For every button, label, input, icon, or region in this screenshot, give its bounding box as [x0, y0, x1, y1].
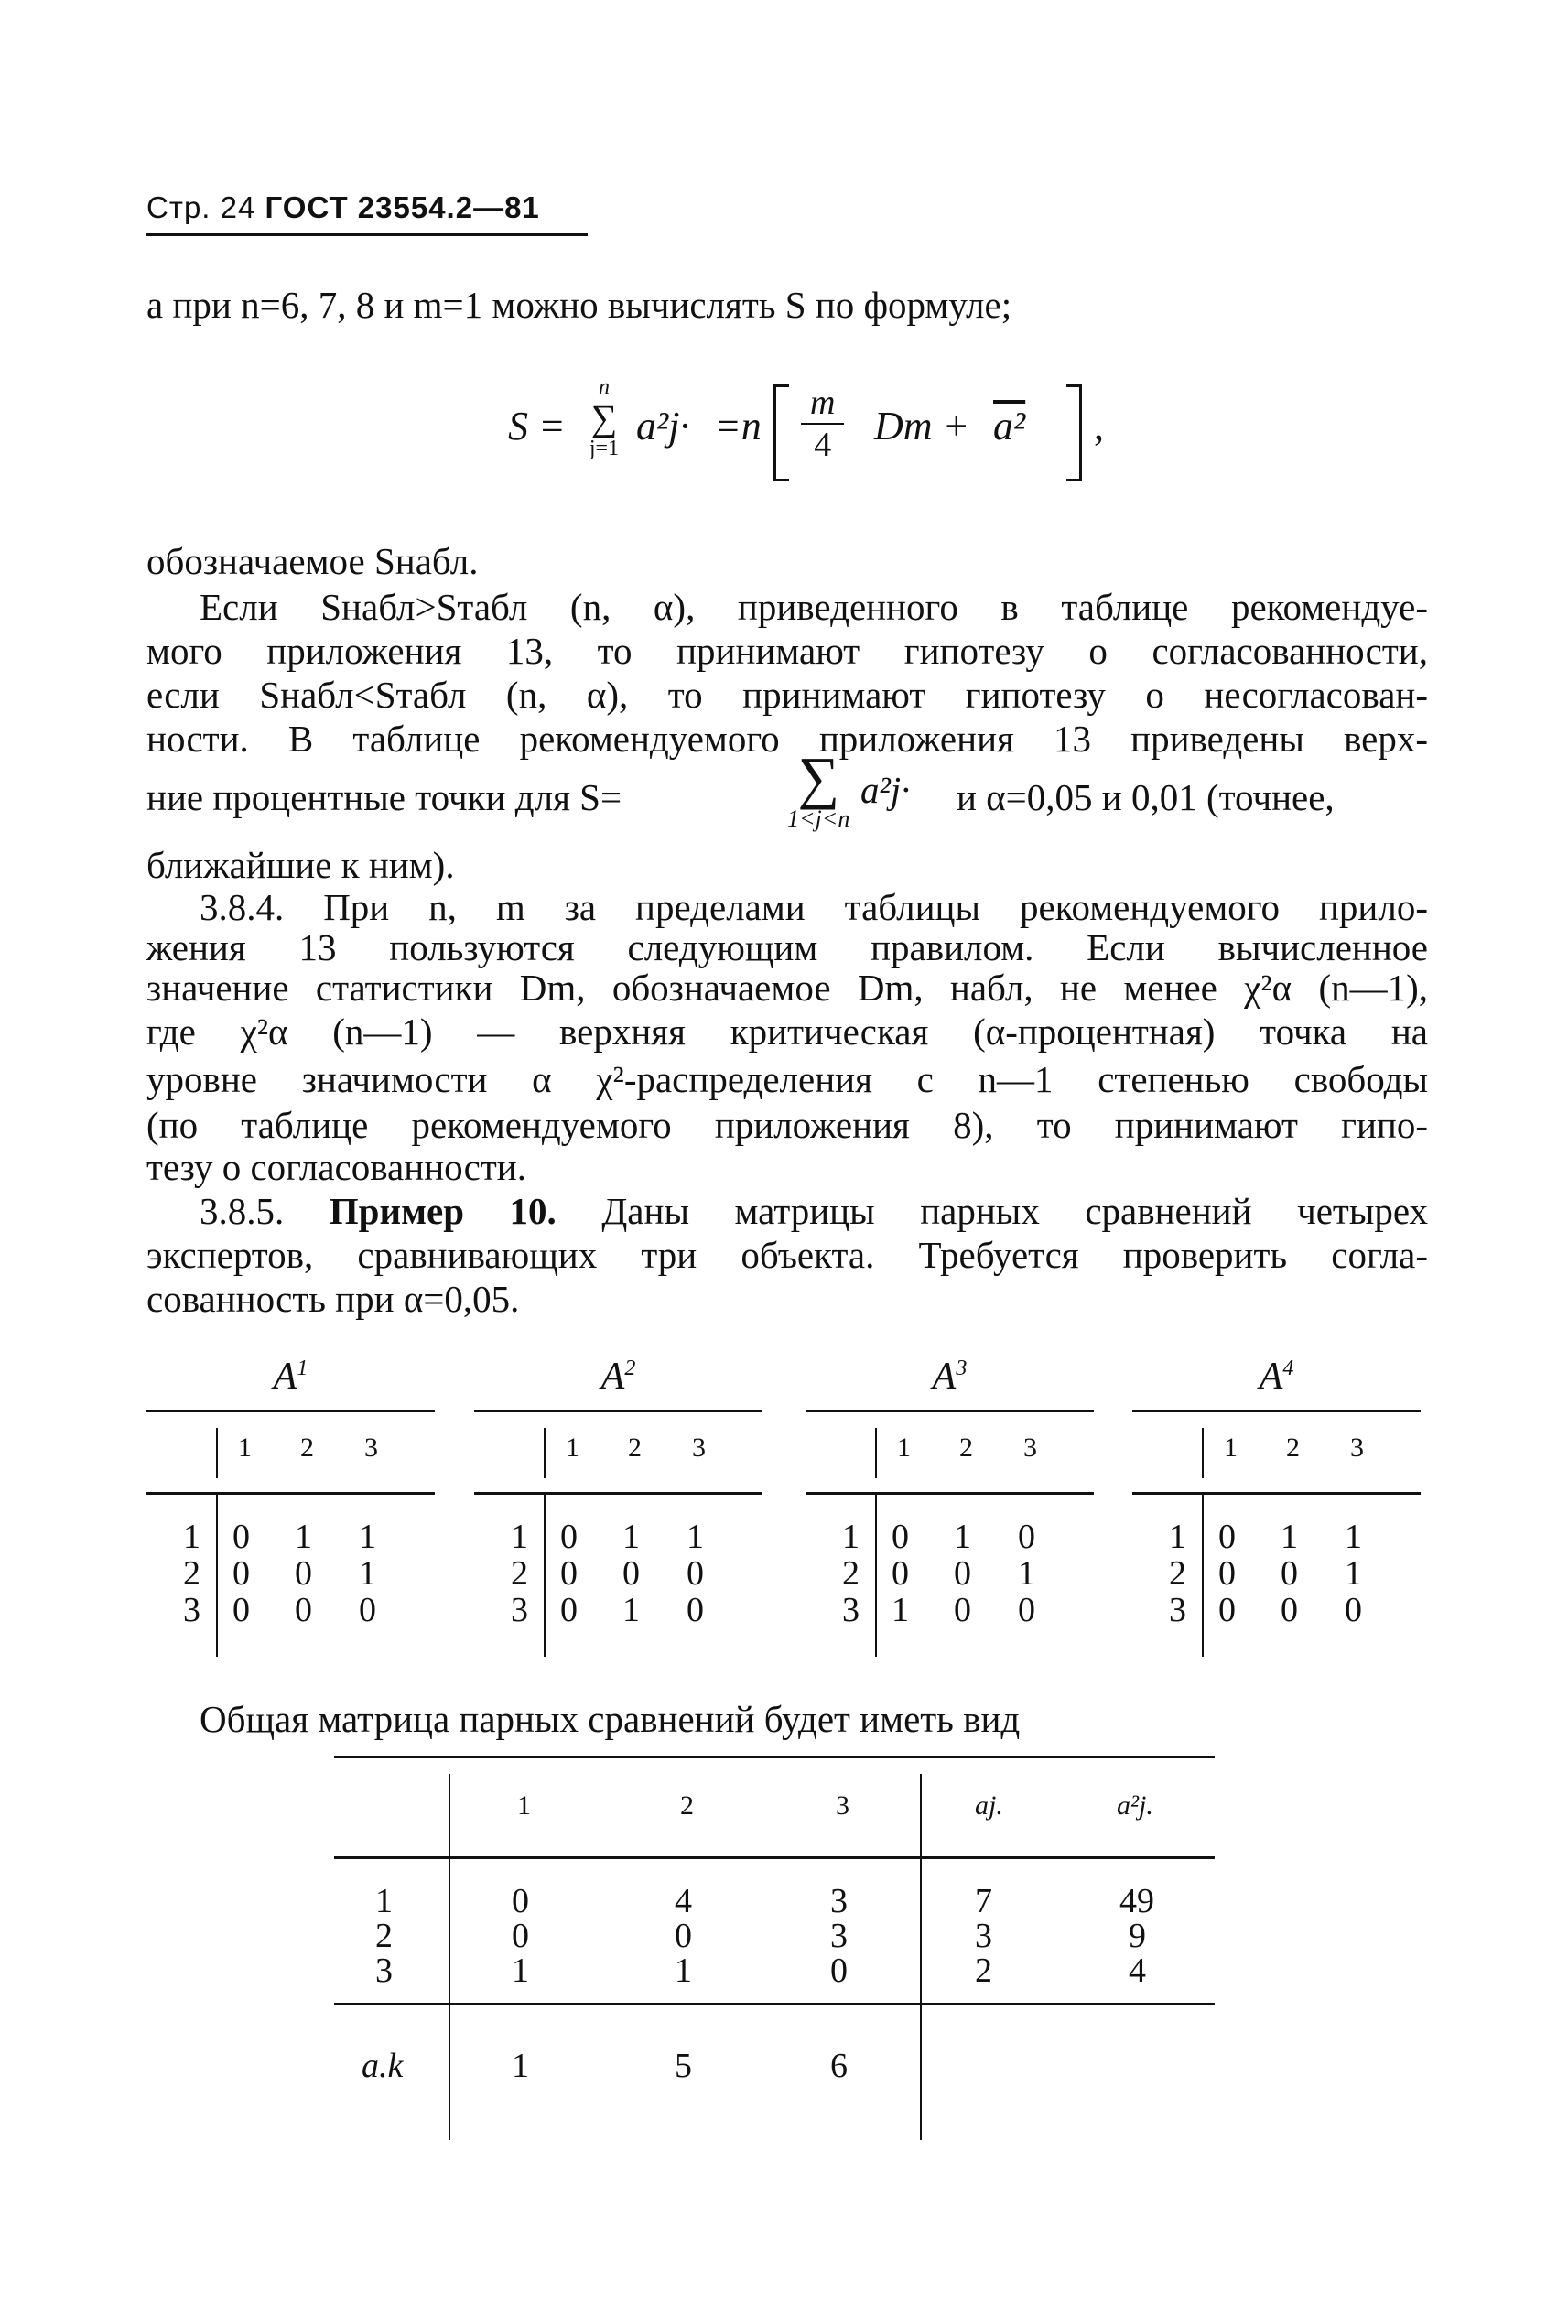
matrix-col-header: 2: [628, 1432, 642, 1463]
matrix-cell: 0: [232, 1518, 250, 1556]
matrix-row-label: 1: [183, 1518, 200, 1556]
general-total-cell: 1: [512, 2047, 529, 2085]
matrix-cell: 0: [295, 1591, 312, 1629]
general-cell: 3: [830, 1917, 848, 1955]
matrix-header-rule: [1132, 1492, 1421, 1495]
example-label: Пример 10.: [329, 1190, 557, 1232]
matrix-cell: 0: [1218, 1591, 1236, 1629]
paragraph-hypothesis-l5a: ние процентные точки для S=: [146, 776, 622, 818]
general-aj-header: aj.: [975, 1790, 1003, 1821]
matrix-cell: 0: [1218, 1554, 1236, 1593]
matrix-cell: 1: [1281, 1518, 1298, 1556]
general-totals-label: a.k: [362, 2047, 404, 2085]
matrix-cell: 0: [892, 1518, 909, 1556]
matrix-row-label: 2: [183, 1554, 200, 1593]
matrix-cell: 0: [295, 1554, 312, 1593]
matrix-row-label: 3: [842, 1591, 860, 1629]
matrix-cell: 0: [1281, 1554, 1298, 1593]
section-384-l7: тезу о согласованности.: [146, 1146, 526, 1188]
matrix-body-divider: [216, 1492, 218, 1657]
matrix-cell: 0: [622, 1554, 640, 1593]
matrix-cell: 1: [622, 1518, 640, 1556]
general-row-label: 2: [375, 1917, 393, 1955]
general-col-header: 2: [680, 1790, 694, 1821]
matrix-col-header: 3: [364, 1432, 378, 1463]
general-a2j-value: 9: [1129, 1917, 1146, 1955]
matrix-header-divider: [544, 1428, 546, 1478]
section-384-l3: значение статистики Dm, обозначаемое Dm, набл, не менее χ²α (n—1),: [146, 967, 1428, 1009]
general-cell: 0: [512, 1917, 529, 1955]
matrix-col-header: 1: [238, 1432, 252, 1463]
general-aj-value: 7: [975, 1882, 992, 1920]
left-bracket: [773, 384, 789, 481]
matrix-cell: 1: [687, 1518, 704, 1556]
sum-symbol: ∑: [590, 397, 618, 438]
matrix-header-rule: [806, 1492, 1094, 1495]
matrix-title: $A^4$: [1259, 1356, 1294, 1398]
matrix-col-header: 1: [897, 1432, 911, 1463]
general-a2j-header: a²j.: [1117, 1790, 1153, 1821]
section-385-l3: сованность при α=0,05.: [146, 1278, 520, 1320]
general-cell: 0: [512, 1882, 529, 1920]
matrix-title-superscript: 4: [1282, 1357, 1294, 1380]
formula-abar: a²: [993, 404, 1026, 449]
inline-sum: ∑ 1<j<n: [787, 745, 850, 832]
formula-eq: =n: [714, 404, 762, 449]
general-aj-value: 3: [975, 1917, 992, 1955]
general-cell: 4: [675, 1882, 692, 1920]
matrix-cell: 0: [892, 1554, 909, 1593]
matrix-cell: 1: [954, 1518, 971, 1556]
paragraph-intro: а при n=6, 7, 8 и m=1 можно вычислять S по формуле;: [146, 284, 1012, 326]
matrix-title-superscript: 1: [297, 1357, 308, 1380]
matrix-cell: 1: [622, 1591, 640, 1629]
matrix-col-header: 3: [1350, 1432, 1364, 1463]
matrix-cell: 1: [1345, 1518, 1362, 1556]
expert-matrix-a3: [806, 1355, 1094, 1657]
general-total-cell: 6: [830, 2047, 848, 2085]
general-row-label: 1: [375, 1882, 393, 1920]
paragraph-hypothesis-l4: ности. В таблице рекомендуемого приложения 13 приведены верх-: [146, 718, 1428, 760]
matrix-cell: 0: [560, 1591, 578, 1629]
matrix-header-rule: [146, 1492, 435, 1495]
formula-term: a²j·: [636, 404, 690, 449]
matrix-cell: 1: [359, 1518, 376, 1556]
general-total-cell: 5: [675, 2047, 692, 2085]
section-384-l2: жения 13 пользуются следующим правилом. Если вычисленное: [146, 926, 1428, 968]
standard-id: ГОСТ 23554.2—81: [265, 190, 540, 224]
general-col-header: 1: [517, 1790, 531, 1821]
section-384-l4: где χ²α (n—1) — верхняя критическая (α-процентная) точка на: [146, 1011, 1428, 1053]
section-385-l1: 3.8.5. Пример 10. Даны матрицы парных сравнений четырех: [200, 1190, 1429, 1232]
matrix-title: $A^3$: [932, 1356, 968, 1398]
matrix-row-label: 2: [511, 1554, 528, 1593]
matrix-cell: 0: [560, 1518, 578, 1556]
matrix-row-label: 3: [1169, 1591, 1186, 1629]
matrix-cell: 0: [954, 1591, 971, 1629]
paragraph-hypothesis-l5b: и α=0,05 и 0,01 (точнее,: [957, 776, 1335, 818]
general-matrix: [334, 1756, 1215, 2140]
general-matrix-caption: Общая матрица парных сравнений будет иметь вид: [200, 1698, 1021, 1740]
general-row-label: 3: [375, 1951, 393, 1990]
general-cell: 1: [512, 1951, 529, 1990]
matrix-cell: 0: [560, 1554, 578, 1593]
section-385-l2: экспертов, сравнивающих три объекта. Требуется проверить согла-: [146, 1234, 1428, 1276]
section-384-l6: (по таблице рекомендуемого приложения 8), то принимают гипо-: [146, 1104, 1428, 1146]
general-col-header: 3: [836, 1790, 849, 1821]
matrix-body-divider: [875, 1492, 877, 1657]
formula-lhs: S =: [508, 404, 566, 449]
general-body-rule: [334, 2003, 1215, 2005]
matrix-col-header: 3: [692, 1432, 706, 1463]
matrix-body-divider: [544, 1492, 546, 1657]
expert-matrix-a1: [146, 1355, 435, 1657]
paragraph-hypothesis-l6: ближайшие к ним).: [146, 844, 455, 886]
general-a2j-value: 49: [1119, 1882, 1154, 1920]
matrix-row-label: 1: [1169, 1518, 1186, 1556]
matrix-title-superscript: 2: [624, 1357, 636, 1380]
section-384-l5: уровне значимости α χ²-распределения с n—1 степенью свободы: [146, 1058, 1428, 1100]
general-cell: 0: [675, 1917, 692, 1955]
expert-matrix-a2: [474, 1355, 762, 1657]
formula-fraction: $\frac{m}{4}$: [801, 383, 844, 465]
page-header: [146, 190, 540, 225]
matrix-header-divider: [875, 1428, 877, 1478]
matrix-cell: 0: [232, 1591, 250, 1629]
matrix-cell: 1: [1345, 1554, 1362, 1593]
matrix-top-rule: [1132, 1410, 1421, 1412]
matrix-header-rule: [474, 1492, 762, 1495]
matrix-row-label: 1: [511, 1518, 528, 1556]
paragraph-designated: обозначаемое Sнабл.: [146, 540, 479, 582]
matrix-body-divider: [1202, 1492, 1204, 1657]
inline-sum-term: a²j·: [860, 769, 911, 811]
paragraph-hypothesis-l2: мого приложения 13, то принимают гипотезу о согласованности,: [146, 630, 1428, 672]
general-header-rule: [334, 1856, 1215, 1859]
page-number: Стр. 24: [146, 190, 256, 224]
matrix-cell: 0: [1018, 1591, 1035, 1629]
matrix-header-divider: [1202, 1428, 1204, 1478]
matrix-top-rule: [146, 1410, 435, 1412]
matrix-cell: 0: [1218, 1518, 1236, 1556]
general-cell: 1: [675, 1951, 692, 1990]
matrix-row-label: 3: [511, 1591, 528, 1629]
matrix-row-label: 3: [183, 1591, 200, 1629]
general-top-rule: [334, 1756, 1215, 1758]
matrix-top-rule: [474, 1410, 762, 1412]
paragraph-hypothesis-l3: если Sнабл<Sтабл (n, α), то принимают гипотезу о несогласован-: [146, 674, 1428, 716]
general-cell: 3: [830, 1882, 848, 1920]
general-cell: 0: [830, 1951, 848, 1990]
right-bracket: [1066, 384, 1082, 481]
sum-upper: n: [599, 375, 610, 399]
matrix-cell: 1: [359, 1554, 376, 1593]
formula-dm: Dm +: [874, 404, 970, 449]
matrix-col-header: 3: [1023, 1432, 1037, 1463]
matrix-cell: 0: [687, 1591, 704, 1629]
matrix-cell: 0: [1345, 1591, 1362, 1629]
matrix-cell: 1: [892, 1591, 909, 1629]
matrix-cell: 0: [1281, 1591, 1298, 1629]
matrix-row-label: 2: [842, 1554, 860, 1593]
matrix-col-header: 1: [566, 1432, 579, 1463]
section-384-l1: 3.8.4. При n, m за пределами таблицы рекомендуемого прило-: [200, 886, 1428, 928]
matrix-title: $A^2$: [600, 1356, 636, 1398]
general-divider-right: [920, 1774, 922, 2140]
matrix-cell: 0: [232, 1554, 250, 1593]
matrix-col-header: 2: [1286, 1432, 1300, 1463]
matrix-header-divider: [216, 1428, 218, 1478]
matrix-cell: 0: [687, 1554, 704, 1593]
matrix-cell: 0: [954, 1554, 971, 1593]
sum-lower: j=1: [589, 437, 620, 460]
matrix-row-label: 2: [1169, 1554, 1186, 1593]
matrix-col-header: 2: [300, 1432, 314, 1463]
matrix-title-superscript: 3: [956, 1357, 968, 1380]
matrix-row-label: 1: [842, 1518, 860, 1556]
matrix-cell: 0: [359, 1591, 376, 1629]
general-a2j-value: 4: [1129, 1951, 1146, 1990]
matrix-col-header: 2: [959, 1432, 973, 1463]
matrix-col-header: 1: [1224, 1432, 1238, 1463]
matrix-cell: 1: [295, 1518, 312, 1556]
expert-matrix-a4: [1132, 1355, 1421, 1657]
matrix-top-rule: [806, 1410, 1094, 1412]
general-aj-value: 2: [975, 1951, 992, 1990]
matrix-title: $A^1$: [273, 1356, 308, 1398]
matrix-cell: 0: [1018, 1518, 1035, 1556]
general-divider-left: [449, 1774, 450, 2140]
header-rule: [146, 233, 588, 236]
matrix-cell: 1: [1018, 1554, 1035, 1593]
paragraph-hypothesis-l1: Если Sнабл>Sтабл (n, α), приведенного в таблице рекомендуе-: [200, 586, 1428, 628]
